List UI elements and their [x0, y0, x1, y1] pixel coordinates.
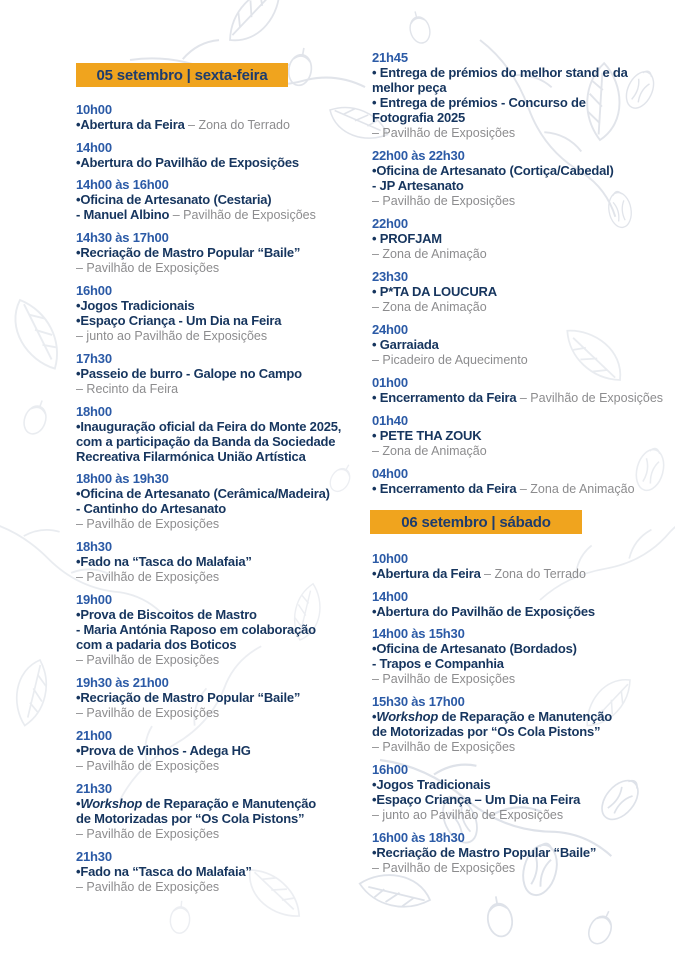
event-name: • P*TA DA LOUCURA: [372, 284, 497, 299]
event-line: [76, 298, 372, 313]
event-item: [372, 413, 672, 459]
event-name: de Reparação e Manutenção: [438, 709, 613, 724]
event-name: - JP Artesanato: [372, 178, 464, 193]
event-item: [76, 404, 372, 464]
event-time: 16h00: [76, 283, 112, 298]
event-name: •Abertura do Pavilhão de Exposições: [76, 155, 299, 170]
event-line: [76, 637, 372, 652]
event-name: • Entrega de prémios do melhor stand e da: [372, 65, 628, 80]
event-location: – Pavilhão de Exposições: [76, 517, 220, 531]
event-item: [76, 781, 372, 842]
event-name: •Oficina de Artesanato (Bordados): [372, 641, 577, 656]
event-line: [372, 231, 672, 246]
event-item: [76, 140, 372, 170]
event-name: •Prova de Vinhos - Adega HG: [76, 743, 251, 758]
event-item: [76, 471, 372, 532]
event-line: [372, 860, 672, 876]
event-time: 21h30: [76, 781, 112, 796]
event-name: •Abertura da Feira: [76, 117, 189, 132]
event-location: – Pavilhão de Exposições: [76, 827, 220, 841]
event-line: [372, 656, 672, 671]
event-name: •Fado na “Tasca do Malafaia”: [76, 864, 252, 879]
event-time: 15h30 às 17h00: [372, 694, 465, 709]
event-name: •Jogos Tradicionais: [372, 777, 491, 792]
event-name: •: [372, 709, 377, 724]
event-item: [76, 675, 372, 721]
event-line: [372, 95, 672, 110]
event-line: [372, 671, 672, 687]
event-line: [76, 486, 372, 501]
event-location: – Pavilhão de Exposições: [372, 126, 516, 140]
event-location: – Pavilhão de Exposições: [76, 706, 220, 720]
day-header-label: 06 setembro | sábado: [401, 513, 551, 531]
event-name: de Reparação e Manutenção: [142, 796, 317, 811]
event-line: [76, 381, 372, 397]
schedule-column-right: [372, 50, 672, 883]
event-item: [76, 849, 372, 895]
event-time: 17h30: [76, 351, 112, 366]
event-line: [372, 443, 672, 459]
event-item: [372, 589, 672, 619]
event-name: - Maria Antónia Raposo em colaboração: [76, 622, 316, 637]
event-time: 01h40: [372, 413, 408, 428]
event-line: [372, 792, 672, 807]
event-line: [372, 193, 672, 209]
event-line: [76, 796, 372, 811]
event-name: Workshop: [80, 796, 143, 811]
event-location: – junto ao Pavilhão de Exposições: [76, 329, 268, 343]
event-time: 18h00: [76, 404, 112, 419]
event-item: [372, 216, 672, 262]
event-time: 14h00: [372, 589, 408, 604]
event-time: 18h30: [76, 539, 112, 554]
event-line: [372, 390, 672, 406]
event-item: [76, 283, 372, 344]
event-name: Workshop: [376, 709, 439, 724]
event-location: – junto ao Pavilhão de Exposições: [372, 808, 564, 822]
event-line: [76, 449, 372, 464]
event-line: [76, 554, 372, 569]
event-location: – Pavilhão de Exposições: [76, 570, 220, 584]
event-name: •: [76, 796, 81, 811]
event-time: 16h00 às 18h30: [372, 830, 465, 845]
event-time: 14h00 às 15h30: [372, 626, 465, 641]
event-location: – Zona de Animação: [372, 247, 487, 261]
event-line: [76, 245, 372, 260]
event-line: [76, 743, 372, 758]
event-item: [372, 375, 672, 406]
event-line: [372, 845, 672, 860]
event-location: – Pavilhão de Exposições: [372, 672, 516, 686]
event-location: – Pavilhão de Exposições: [172, 208, 316, 222]
event-name: •Recriação de Mastro Popular “Baile”: [76, 245, 301, 260]
event-name: •Espaço Criança – Um Dia na Feira: [372, 792, 581, 807]
event-item: [76, 728, 372, 774]
event-item: [76, 230, 372, 276]
event-line: [372, 246, 672, 262]
event-time: 24h00: [372, 322, 408, 337]
event-time: 01h00: [372, 375, 408, 390]
event-time: 19h30 às 21h00: [76, 675, 169, 690]
event-name: •Espaço Criança - Um Dia na Feira: [76, 313, 282, 328]
event-location: – Zona do Terrado: [484, 567, 586, 581]
event-line: [76, 260, 372, 276]
event-line: [372, 65, 672, 80]
event-line: [76, 864, 372, 879]
event-name: • Encerramento da Feira: [372, 390, 520, 405]
event-time: 04h00: [372, 466, 408, 481]
event-location: – Zona de Animação: [519, 482, 635, 496]
event-name: • Garraiada: [372, 337, 439, 352]
event-item: [76, 539, 372, 585]
event-name: •Oficina de Artesanato (Cortiça/Cabedal): [372, 163, 614, 178]
event-name: - Trapos e Companhia: [372, 656, 504, 671]
event-line: [372, 724, 672, 739]
event-time: 22h00: [372, 216, 408, 231]
event-item: [372, 762, 672, 823]
event-location: – Picadeiro de Aquecimento: [372, 353, 528, 367]
event-line: [76, 622, 372, 637]
event-line: [76, 569, 372, 585]
event-name: •Inauguração oficial da Feira do Monte 2025,: [76, 419, 342, 434]
event-item: [372, 830, 672, 876]
event-location: – Pavilhão de Exposições: [372, 861, 516, 875]
event-line: [76, 192, 372, 207]
event-line: [76, 516, 372, 532]
event-line: [76, 652, 372, 668]
event-name: • PETE THA ZOUK: [372, 428, 482, 443]
event-line: [372, 337, 672, 352]
event-item: [372, 466, 672, 497]
event-name: •Oficina de Artesanato (Cerâmica/Madeira): [76, 486, 330, 501]
event-line: [372, 178, 672, 193]
event-location: – Pavilhão de Exposições: [372, 194, 516, 208]
event-name: - Manuel Albino: [76, 207, 173, 222]
event-location: – Pavilhão de Exposições: [76, 880, 220, 894]
event-name: com a padaria dos Boticos: [76, 637, 237, 652]
event-time: 10h00: [372, 551, 408, 566]
event-line: [372, 566, 672, 582]
event-line: [372, 604, 672, 619]
event-name: •Passeio de burro - Galope no Campo: [76, 366, 302, 381]
event-time: 14h30 às 17h00: [76, 230, 169, 245]
event-name: •Fado na “Tasca do Malafaia”: [76, 554, 252, 569]
event-name: de Motorizadas por “Os Cola Pistons”: [372, 724, 601, 739]
event-name: •Jogos Tradicionais: [76, 298, 195, 313]
event-line: [372, 807, 672, 823]
event-item: [76, 102, 372, 133]
event-item: [372, 626, 672, 687]
event-location: – Pavilhão de Exposições: [372, 740, 516, 754]
event-item: [372, 551, 672, 582]
event-line: [372, 641, 672, 656]
event-name: •Abertura da Feira: [372, 566, 485, 581]
event-line: [372, 352, 672, 368]
event-line: [76, 705, 372, 721]
event-time: 23h30: [372, 269, 408, 284]
event-line: [372, 777, 672, 792]
event-name: Fotografia 2025: [372, 110, 466, 125]
day-header: [76, 63, 288, 87]
event-line: [372, 284, 672, 299]
event-name: •Recriação de Mastro Popular “Baile”: [372, 845, 597, 860]
event-name: Recreativa Filarmónica União Artística: [76, 449, 306, 464]
event-line: [76, 434, 372, 449]
event-item: [76, 177, 372, 223]
event-time: 21h00: [76, 728, 112, 743]
event-line: [76, 879, 372, 895]
event-line: [372, 299, 672, 315]
event-line: [76, 826, 372, 842]
event-line: [76, 328, 372, 344]
event-line: [76, 501, 372, 516]
event-line: [372, 428, 672, 443]
event-item: [372, 694, 672, 755]
event-name: •Oficina de Artesanato (Cestaria): [76, 192, 272, 207]
event-time: 10h00: [76, 102, 112, 117]
event-name: - Cantinho do Artesanato: [76, 501, 226, 516]
event-item: [76, 351, 372, 397]
event-name: com a participação da Banda da Sociedade: [76, 434, 336, 449]
event-line: [372, 80, 672, 95]
event-time: 19h00: [76, 592, 112, 607]
event-name: • Encerramento da Feira: [372, 481, 520, 496]
event-line: [76, 117, 372, 133]
day-header: [370, 510, 582, 534]
event-item: [372, 50, 672, 141]
event-location: – Pavilhão de Exposições: [519, 391, 664, 405]
event-line: [76, 811, 372, 826]
event-line: [76, 690, 372, 705]
event-location: – Pavilhão de Exposições: [76, 261, 220, 275]
event-time: 18h00 às 19h30: [76, 471, 169, 486]
event-item: [372, 148, 672, 209]
event-name: • PROFJAM: [372, 231, 442, 246]
event-name: •Abertura do Pavilhão de Exposições: [372, 604, 595, 619]
event-line: [76, 313, 372, 328]
event-location: – Zona do Terrado: [188, 118, 290, 132]
event-name: • Entrega de prémios - Concurso de: [372, 95, 586, 110]
event-time: 21h30: [76, 849, 112, 864]
event-time: 14h00 às 16h00: [76, 177, 169, 192]
event-item: [372, 322, 672, 368]
event-item: [76, 592, 372, 668]
event-line: [372, 709, 672, 724]
event-line: [372, 739, 672, 755]
event-line: [76, 758, 372, 774]
event-time: 16h00: [372, 762, 408, 777]
event-line: [372, 481, 672, 497]
event-line: [372, 125, 672, 141]
day-header-label: 05 setembro | sexta-feira: [96, 66, 268, 84]
event-time: 21h45: [372, 50, 408, 65]
event-line: [76, 155, 372, 170]
schedule-column-left: [76, 63, 372, 902]
event-location: – Pavilhão de Exposições: [76, 653, 220, 667]
event-time: 22h00 às 22h30: [372, 148, 465, 163]
event-line: [372, 163, 672, 178]
event-location: – Recinto da Feira: [76, 382, 179, 396]
event-location: – Zona de Animação: [372, 300, 487, 314]
event-line: [76, 419, 372, 434]
event-item: [372, 269, 672, 315]
event-name: melhor peça: [372, 80, 447, 95]
event-line: [372, 110, 672, 125]
event-name: •Recriação de Mastro Popular “Baile”: [76, 690, 301, 705]
event-name: •Prova de Biscoitos de Mastro: [76, 607, 257, 622]
event-time: 14h00: [76, 140, 112, 155]
event-line: [76, 607, 372, 622]
event-line: [76, 207, 372, 223]
event-name: de Motorizadas por “Os Cola Pistons”: [76, 811, 305, 826]
event-line: [76, 366, 372, 381]
event-location: – Zona de Animação: [372, 444, 487, 458]
event-location: – Pavilhão de Exposições: [76, 759, 220, 773]
